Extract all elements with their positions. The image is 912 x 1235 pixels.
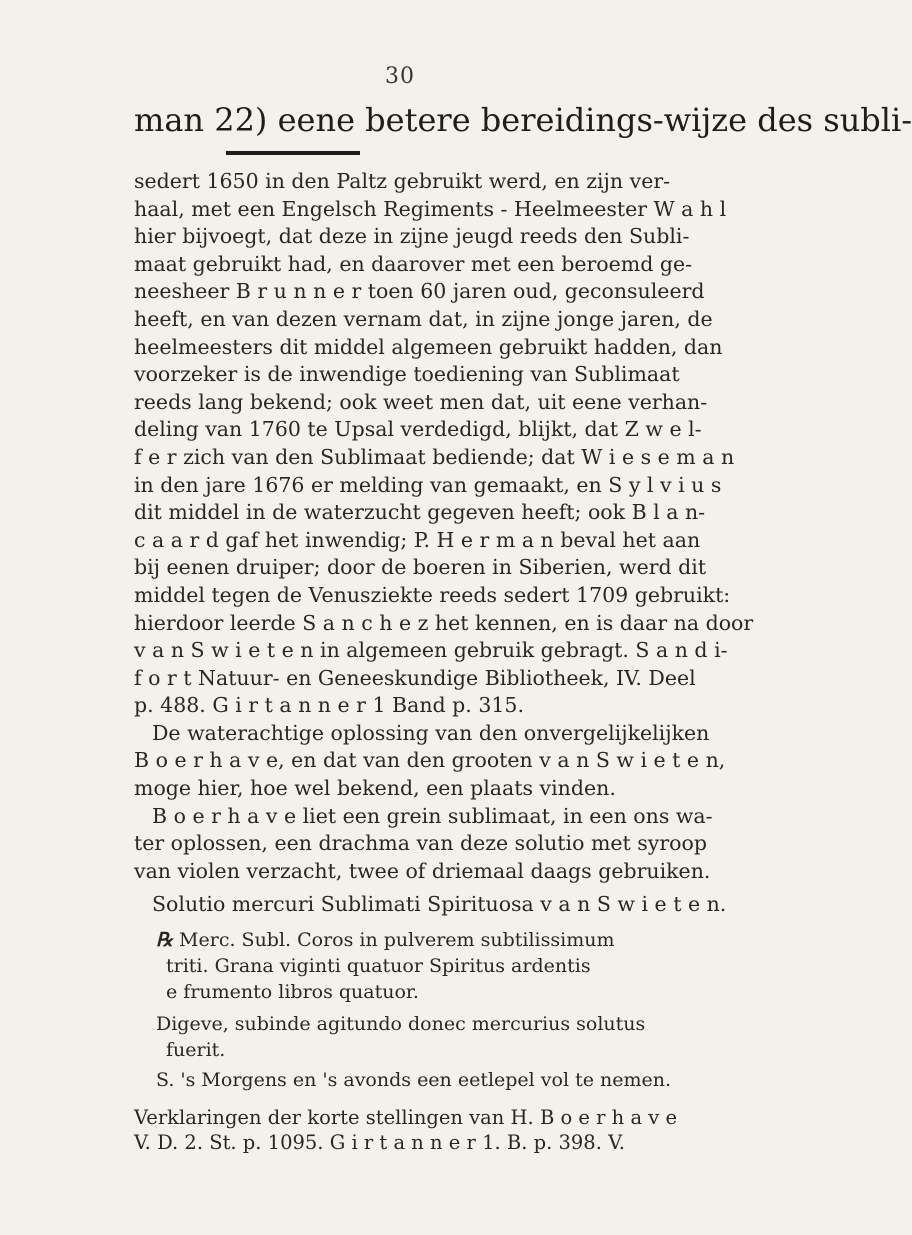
text-line: dit middel in de waterzucht gegeven heeft; ook B l a n-	[134, 500, 706, 525]
text-line: sedert 1650 in den Paltz gebruikt werd, en zijn ver-	[134, 169, 671, 193]
dosage	[134, 1067, 770, 1093]
recipe	[134, 927, 770, 1005]
text-line: in den jare 1676 er melding van gemaakt, en S y l v i u s	[134, 472, 722, 497]
text-line: c a a r d gaf het inwendig; P. H e r m a n beval het aan	[134, 527, 701, 552]
text-line: B o e r h a v e liet een grein sublimaat, in een ons wa-	[152, 803, 713, 828]
text-line: middel tegen de Venusziekte reeds sedert 1709 gebruikt:	[134, 582, 731, 607]
text-line: heeft, en van dezen vernam dat, in zijne jonge jaren, de	[134, 306, 713, 331]
text-line: f o r t Natuur- en Geneeskundige Bibliotheek, IV. Deel	[134, 665, 696, 690]
text-line: ter oplossen, een drachma van deze solutio met syroop	[134, 831, 707, 856]
text-line: heelmeesters dit middel algemeen gebruikt hadden, dan	[134, 334, 723, 359]
text-line: bij eenen druiper; door de boeren in Siberien, werd dit	[134, 555, 707, 580]
text-line: Solutio mercuri Sublimati Spirituosa v a n S w i e t e n.	[152, 892, 727, 917]
recipe-line: triti. Grana viginti quatuor Spiritus ardentis	[166, 955, 591, 978]
directions	[134, 1011, 770, 1063]
directions-line: Digeve, subinde agitundo donec mercurius solutus	[156, 1013, 646, 1036]
dosage-line: S. 's Morgens en 's avonds een eetlepel vol te nemen.	[156, 1069, 672, 1092]
paragraph-solutio-title	[134, 891, 770, 919]
text-line: f e r zich van den Sublimaat bediende; dat W i e s e m a n	[134, 444, 735, 469]
text-line: B o e r h a v e, en dat van den grooten v a n S w i e t e n,	[134, 748, 726, 773]
paragraph-history	[134, 168, 770, 720]
text-line: hier bijvoegt, dat deze in zijne jeugd reeds den Subli-	[134, 224, 690, 249]
text-line: De waterachtige oplossing van den onvergelijkelijken	[152, 720, 710, 745]
paragraph-solution-intro	[134, 720, 770, 803]
text-line: moge hier, hoe wel bekend, een plaats vinden.	[134, 776, 616, 801]
text-line: deling van 1760 te Upsal verdedigd, blijkt, dat Z w e l-	[134, 417, 702, 442]
recipe-text: Merc. Subl. Coros in pulverem subtilissimum	[179, 929, 615, 952]
text-line: hierdoor leerde S a n c h e z het kennen, en is daar na door	[134, 610, 754, 635]
reference-line: V. D. 2. St. p. 1095. G i r t a n n e r 1. B. p. 398. V.	[134, 1131, 625, 1155]
text-line: p. 488. G i r t a n n e r 1 Band p. 315.	[134, 693, 524, 718]
reference	[134, 1105, 770, 1155]
body-text	[134, 168, 770, 1155]
heading-rule	[226, 151, 360, 155]
text-line: haal, met een Engelsch Regiments - Heelmeester W a h l	[134, 196, 727, 221]
directions-line: fuerit.	[166, 1039, 226, 1062]
page-number: 30	[385, 64, 415, 89]
text-line: maat gebruikt had, en daarover met een beroemd ge-	[134, 251, 693, 276]
text-line: voorzeker is de inwendige toediening van Sublimaat	[134, 362, 680, 387]
paragraph-boerhave	[134, 803, 770, 886]
continued-heading-line: man 22) eene betere bereidings-wijze des subli-	[134, 101, 912, 139]
recipe-line: e frumento libros quatuor.	[166, 981, 419, 1004]
text-line: reeds lang bekend; ook weet men dat, uit eene verhan-	[134, 389, 708, 414]
recipe-line	[134, 927, 770, 953]
text-line: neesheer B r u n n e r toen 60 jaren oud, geconsuleerd	[134, 279, 705, 304]
text-line: v a n S w i e t e n in algemeen gebruik gebragt. S a n d i-	[134, 638, 728, 663]
reference-line: Verklaringen der korte stellingen van H. B o e r h a v e	[134, 1106, 678, 1130]
text-line: van violen verzacht, twee of driemaal daags gebruiken.	[134, 858, 711, 883]
rx-symbol: ℞	[156, 929, 174, 952]
